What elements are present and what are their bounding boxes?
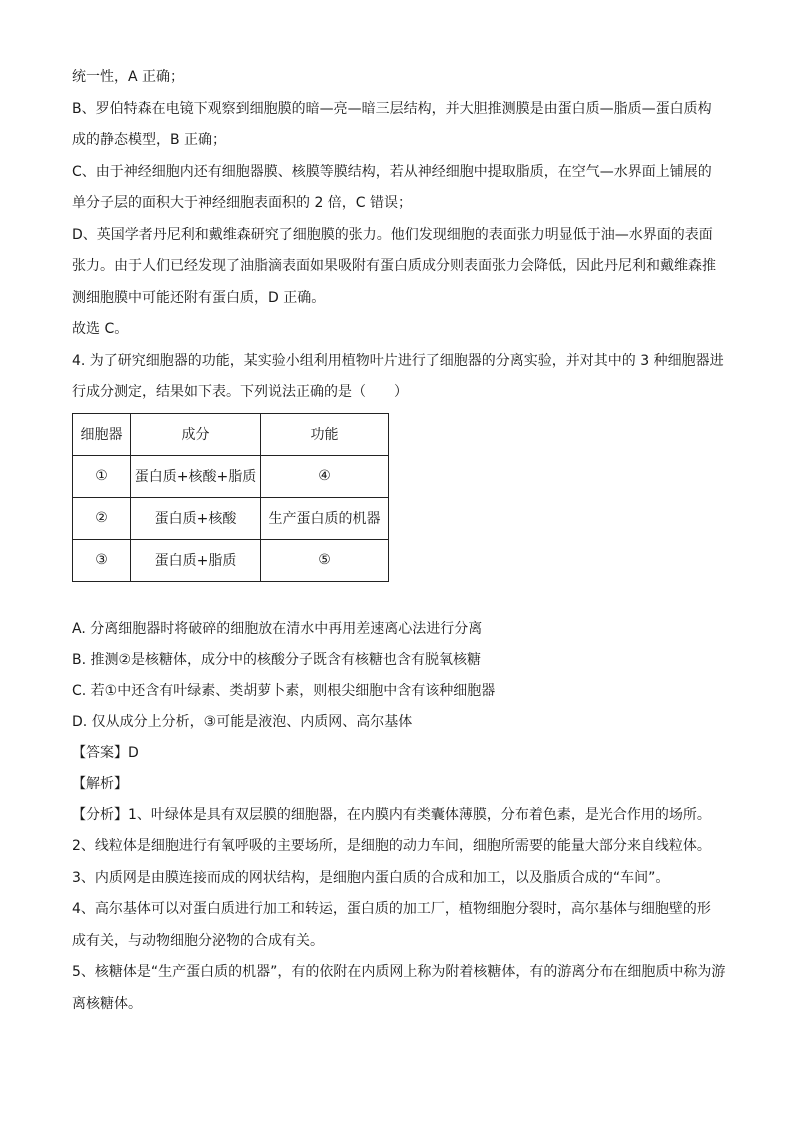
text-line: 测细胞膜中可能还附有蛋白质，D 正确。 bbox=[72, 289, 326, 306]
table-header-row bbox=[73, 413, 389, 455]
table-row bbox=[73, 455, 389, 497]
question-stem-cont: 行成分测定，结果如下表。下列说法正确的是（ ） bbox=[72, 384, 408, 400]
table-cell: 生产蛋白质的机器 bbox=[261, 497, 389, 539]
organelle-table bbox=[72, 413, 389, 582]
table-cell: 蛋白质+脂质 bbox=[131, 539, 261, 581]
text-line: 成的静态模型，B 正确； bbox=[72, 132, 227, 148]
analysis-line: 4、高尔基体可以对蛋白质进行加工和转运，蛋白质的加工厂，植物细胞分裂时，高尔基体与细胞壁的形 bbox=[72, 901, 711, 917]
text-line: B、罗伯特森在电镜下观察到细胞膜的暗—亮—暗三层结构，并大胆推测膜是由蛋白质—脂质—蛋白质构 bbox=[72, 100, 712, 117]
question-4 bbox=[72, 346, 726, 1021]
option-b: B. 推测②是核糖体，成分中的核酸分子既含有核糖也含有脱氧核糖 bbox=[72, 651, 482, 668]
question-stem: 4. 为了研究细胞器的功能，某实验小组利用植物叶片进行了细胞器的分离实验，并对其中的 3 种细胞器进 bbox=[72, 352, 724, 369]
analysis-line: 离核糖体。 bbox=[72, 995, 142, 1012]
options-list bbox=[72, 614, 722, 738]
text-line: C、由于神经细胞内还有细胞器膜、核膜等膜结构，若从神经细胞中提取脂质，在空气—水界面上铺展的 bbox=[72, 163, 712, 180]
answer-label: 【答案】D bbox=[72, 744, 139, 761]
text-line: D、英国学者丹尼利和戴维森研究了细胞膜的张力。他们发现细胞的表面张力明显低于油—水界面的表面 bbox=[72, 226, 713, 243]
analysis-line: 2、线粒体是细胞进行有氧呼吸的主要场所，是细胞的动力车间，细胞所需要的能量大部分来自线粒体。 bbox=[72, 838, 711, 854]
text-line: 统一性，A 正确； bbox=[72, 69, 185, 85]
analysis-block bbox=[72, 800, 726, 1021]
table-cell: 蛋白质+核酸 bbox=[131, 497, 261, 539]
table-row bbox=[73, 539, 389, 581]
table-row bbox=[73, 497, 389, 539]
previous-answer-block bbox=[72, 62, 722, 346]
text-line: 张力。由于人们已经发现了油脂滴表面如果吸附有蛋白质成分则表面张力会降低，因此丹尼利和戴维森推 bbox=[72, 258, 716, 274]
option-d: D. 仅从成分上分析，③可能是液泡、内质网、高尔基体 bbox=[72, 713, 413, 730]
analysis-line: 【分析】1、叶绿体是具有双层膜的细胞器，在内膜内有类囊体薄膜，分布着色素，是光合作用的场所。 bbox=[72, 806, 711, 823]
analysis-line: 3、内质网是由膜连接而成的网状结构，是细胞内蛋白质的合成和加工，以及脂质合成的“车间”。 bbox=[72, 869, 670, 886]
conclusion-line: 故选 C。 bbox=[72, 321, 129, 337]
table-header-cell: 细胞器 bbox=[73, 413, 131, 455]
analysis-line: 成有关，与动物细胞分泌物的合成有关。 bbox=[72, 932, 324, 949]
table-cell: ⑤ bbox=[261, 539, 389, 581]
table-cell: ④ bbox=[261, 455, 389, 497]
table-cell: ① bbox=[73, 455, 131, 497]
option-a: A. 分离细胞器时将破碎的细胞放在清水中再用差速离心法进行分离 bbox=[72, 620, 483, 637]
table-cell: ② bbox=[73, 497, 131, 539]
table-cell: 蛋白质+核酸+脂质 bbox=[131, 455, 261, 497]
table-cell: ③ bbox=[73, 539, 131, 581]
analysis-line: 5、核糖体是“生产蛋白质的机器”，有的依附在内质网上称为附着核糖体，有的游离分布在细胞质中称为游 bbox=[72, 964, 726, 980]
table-header-cell: 功能 bbox=[261, 413, 389, 455]
text-line: 单分子层的面积大于神经细胞表面积的 2 倍，C 错误； bbox=[72, 195, 413, 211]
document-page bbox=[72, 62, 726, 1020]
option-c: C. 若①中还含有叶绿素、类胡萝卜素，则根尖细胞中含有该种细胞器 bbox=[72, 682, 496, 699]
table-header-cell: 成分 bbox=[131, 413, 261, 455]
analysis-label: 【解析】 bbox=[72, 775, 128, 792]
